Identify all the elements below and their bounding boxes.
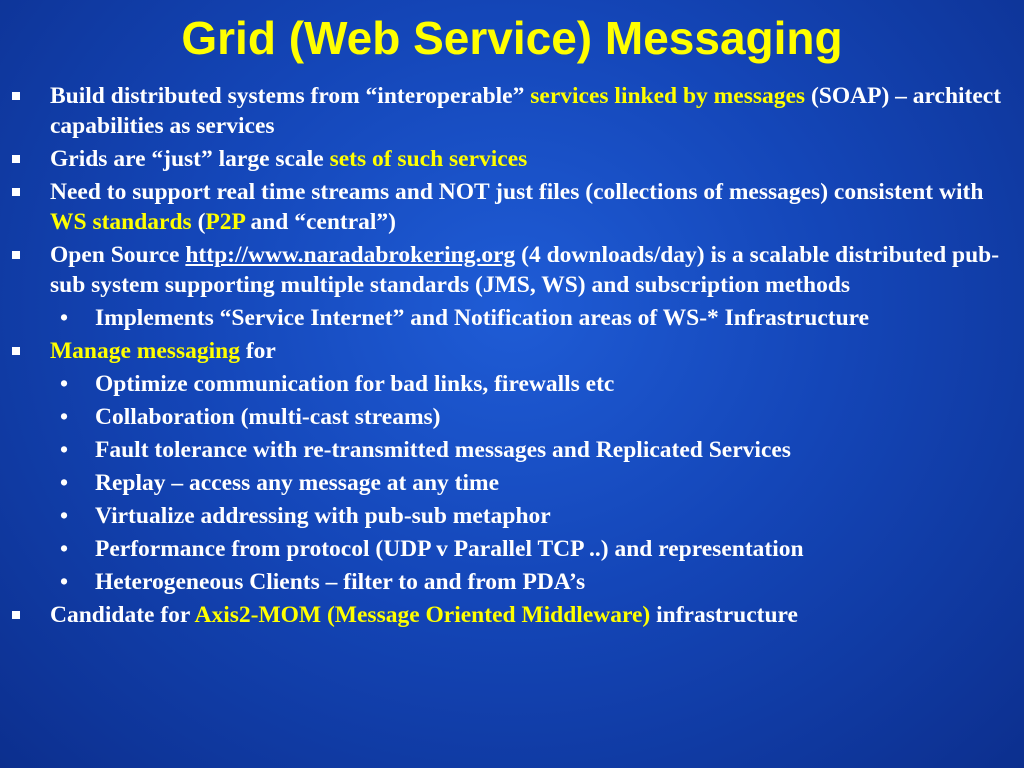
- sub-bullet-item: [10, 534, 1015, 564]
- sub-bullet-text: Collaboration (multi-cast streams): [95, 404, 441, 430]
- highlight-text: Axis2-MOM (Message Oriented Middleware): [194, 602, 651, 628]
- bullet-item: [10, 600, 1015, 630]
- sub-bullet-item: [10, 402, 1015, 432]
- bullet-item: [10, 144, 1015, 174]
- sub-bullet-text: Implements “Service Internet” and Notification areas of WS-* Infrastructure: [95, 305, 870, 331]
- sub-bullet-text: Performance from protocol (UDP v Parallel TCP ..) and representation: [95, 536, 804, 562]
- slide-title: Grid (Web Service) Messaging: [181, 12, 843, 64]
- bullet-text: Grids are “just” large scale: [50, 146, 330, 172]
- highlight-text: services linked by messages: [530, 83, 806, 109]
- bullet-text: (SOAP) – architect capabilities as services: [50, 83, 1002, 139]
- dot-bullet-icon: •: [60, 404, 69, 429]
- dot-bullet-icon: •: [60, 503, 69, 528]
- bullet-text: Need to support real time streams and NOT just files (collections of messages) consistent with: [50, 179, 984, 205]
- bullet-text: Candidate for: [50, 602, 195, 628]
- bullet-text: infrastructure: [650, 602, 798, 628]
- sub-bullet-text: Fault tolerance with re-transmitted messages and Replicated Services: [95, 437, 791, 463]
- sub-bullet-item: [10, 501, 1015, 531]
- square-bullet-icon: [12, 251, 20, 259]
- bullet-item: [10, 240, 1015, 300]
- bullet-text: Open Source: [50, 242, 186, 268]
- sub-bullet-text: Heterogeneous Clients – filter to and from PDA’s: [95, 569, 586, 595]
- dot-bullet-icon: •: [60, 371, 69, 396]
- bullet-item: [10, 177, 1015, 237]
- square-bullet-icon: [12, 188, 20, 196]
- bullet-item: [10, 336, 1015, 366]
- dot-bullet-icon: •: [60, 536, 69, 561]
- highlight-text: sets of such services: [329, 146, 528, 172]
- sub-bullet-text: Replay – access any message at any time: [95, 470, 500, 496]
- highlight-text: Manage messaging: [50, 338, 240, 364]
- square-bullet-icon: [12, 611, 20, 619]
- bullet-text: (4 downloads/day) is a scalable distributed pub-sub system supporting multiple standards (JMS, WS) and subscription methods: [50, 242, 1000, 298]
- dot-bullet-icon: •: [60, 437, 69, 462]
- sub-bullet-item: [10, 435, 1015, 465]
- sub-bullet-text: Virtualize addressing with pub-sub metaphor: [95, 503, 551, 529]
- bullet-item: [10, 81, 1015, 141]
- slide-body: [10, 81, 1015, 633]
- square-bullet-icon: [12, 92, 20, 100]
- sub-bullet-item: [10, 369, 1015, 399]
- highlight-text: P2P: [205, 209, 245, 235]
- square-bullet-icon: [12, 347, 20, 355]
- sub-bullet-item: [10, 468, 1015, 498]
- bullet-text: Build distributed systems from “interoperable”: [50, 83, 531, 109]
- bullet-text: for: [239, 338, 276, 364]
- bullet-text: (: [191, 209, 206, 235]
- dot-bullet-icon: •: [60, 569, 69, 594]
- square-bullet-icon: [12, 155, 20, 163]
- dot-bullet-icon: •: [60, 305, 69, 330]
- sub-bullet-item: [10, 303, 1015, 333]
- dot-bullet-icon: •: [60, 470, 69, 495]
- highlight-text: WS standards: [50, 209, 192, 235]
- naradabrokering-link[interactable]: http://www.naradabrokering.org: [185, 242, 516, 268]
- sub-bullet-text: Optimize communication for bad links, firewalls etc: [95, 371, 615, 397]
- bullet-text: and “central”): [244, 209, 397, 235]
- sub-bullet-item: [10, 567, 1015, 597]
